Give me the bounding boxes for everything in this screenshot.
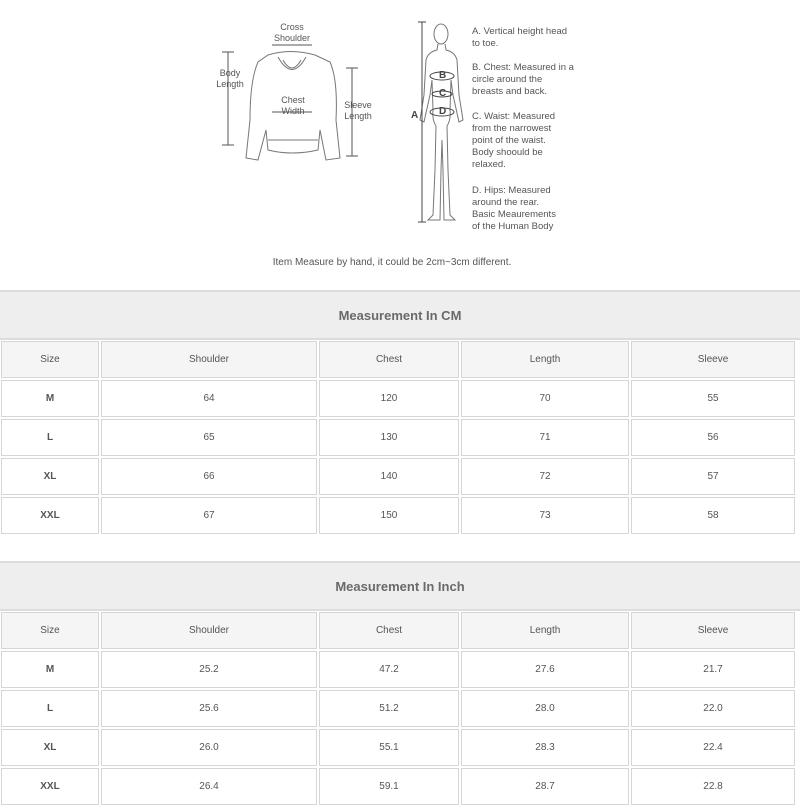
header-cell: Size <box>1 341 99 378</box>
note-hips: D. Hips: Measured around the rear. Basic Meaurements of the Human Body <box>472 185 556 232</box>
marker-b: B <box>439 70 447 81</box>
table-cell: 22.0 <box>631 690 795 727</box>
table-cm <box>0 290 800 535</box>
measure-caption: Item Measure by hand, it could be 2cm~3cm different. <box>272 257 512 268</box>
header-cell: Shoulder <box>101 612 317 649</box>
measurement-diagram <box>0 0 800 290</box>
table-cell: 26.0 <box>101 729 317 766</box>
table-cell: 73 <box>461 497 629 534</box>
table-inch <box>0 561 800 806</box>
table-cell: 28.3 <box>461 729 629 766</box>
table-cell: 58 <box>631 497 795 534</box>
header-cell: Shoulder <box>101 341 317 378</box>
table-cell: 70 <box>461 380 629 417</box>
size-cell: L <box>1 419 99 456</box>
table-cell: 64 <box>101 380 317 417</box>
human-body-illustration <box>420 24 463 220</box>
table-cell: 57 <box>631 458 795 495</box>
table-cell: 66 <box>101 458 317 495</box>
size-cell: M <box>1 380 99 417</box>
table-row <box>0 457 800 496</box>
table-cell: 65 <box>101 419 317 456</box>
table-cell: 55.1 <box>319 729 459 766</box>
table-cell: 27.6 <box>461 651 629 688</box>
size-cell: XL <box>1 729 99 766</box>
note-waist: C. Waist: Measured from the narrowest point of the waist. Body shoould be relaxed. <box>472 111 556 170</box>
header-cell: Sleeve <box>631 341 795 378</box>
table-row <box>0 379 800 418</box>
table-cell: 130 <box>319 419 459 456</box>
table-cell: 120 <box>319 380 459 417</box>
table-cell: 51.2 <box>319 690 459 727</box>
sleeve-length-label: Sleeve Length <box>344 100 372 121</box>
header-cell: Length <box>461 341 629 378</box>
table-cm-title: Measurement In CM <box>0 290 800 340</box>
header-cell: Size <box>1 612 99 649</box>
table-row <box>0 650 800 689</box>
note-height: A. Vertical height head to toe. <box>472 26 568 49</box>
table-cell: 140 <box>319 458 459 495</box>
table-cell: 55 <box>631 380 795 417</box>
table-cell: 25.2 <box>101 651 317 688</box>
size-cell: XXL <box>1 768 99 805</box>
table-cell: 22.8 <box>631 768 795 805</box>
marker-a: A <box>411 110 419 121</box>
table-cm-header-row <box>0 340 800 379</box>
table-cell: 28.0 <box>461 690 629 727</box>
marker-c: C <box>439 88 447 99</box>
garment-and-body-illustration <box>0 0 800 290</box>
table-cell: 59.1 <box>319 768 459 805</box>
size-cell: L <box>1 690 99 727</box>
size-cell: M <box>1 651 99 688</box>
table-row <box>0 418 800 457</box>
header-cell: Sleeve <box>631 612 795 649</box>
body-length-label: Body Length <box>216 68 244 89</box>
table-cell: 26.4 <box>101 768 317 805</box>
chest-width-label: Chest Width <box>281 95 305 116</box>
table-cell: 71 <box>461 419 629 456</box>
size-cell: XXL <box>1 497 99 534</box>
table-inch-header-row <box>0 611 800 650</box>
table-cell: 56 <box>631 419 795 456</box>
table-cell: 22.4 <box>631 729 795 766</box>
table-cell: 67 <box>101 497 317 534</box>
note-chest: B. Chest: Measured in a circle around the breasts and back. <box>472 62 574 97</box>
table-row <box>0 728 800 767</box>
table-cell: 72 <box>461 458 629 495</box>
table-row <box>0 767 800 806</box>
table-row <box>0 496 800 535</box>
marker-d: D <box>439 106 447 117</box>
table-inch-title: Measurement In Inch <box>0 561 800 611</box>
header-cell: Length <box>461 612 629 649</box>
cross-shoulder-label: Cross Shoulder <box>273 22 311 43</box>
table-row <box>0 689 800 728</box>
size-cell: XL <box>1 458 99 495</box>
header-cell: Chest <box>319 612 459 649</box>
table-cell: 47.2 <box>319 651 459 688</box>
header-cell: Chest <box>319 341 459 378</box>
table-cell: 21.7 <box>631 651 795 688</box>
table-cell: 28.7 <box>461 768 629 805</box>
table-cell: 150 <box>319 497 459 534</box>
table-cell: 25.6 <box>101 690 317 727</box>
